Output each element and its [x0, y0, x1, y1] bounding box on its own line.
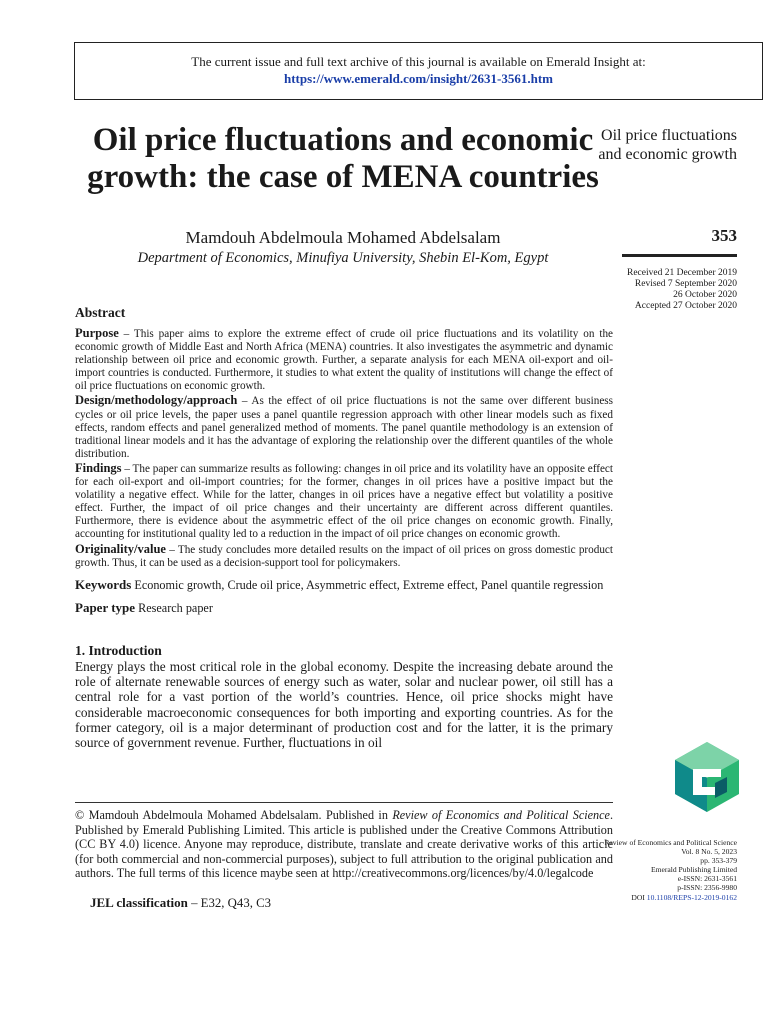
keywords-label: Keywords	[75, 576, 132, 592]
doi-link[interactable]: 10.1108/REPS-12-2019-0162	[646, 892, 737, 902]
abstract-purpose	[75, 327, 613, 393]
originality-text: – The study concludes more detailed results on the impact of oil prices on gross domestic product growth. Thus, it can be used as a decision-support tool for policymakers.	[75, 543, 613, 569]
footnote-rule	[75, 802, 613, 803]
originality-label: Originality/value	[75, 541, 166, 556]
abstract-findings	[75, 462, 613, 542]
journal-eissn: e-ISSN: 2631-3561	[677, 874, 737, 884]
paper-type-text: Research paper	[135, 600, 213, 615]
introduction-text: Energy plays the most critical role in the global economy. Despite the increasing debate around the role of alternate renewable sources of energy such as water, solar and nuclear power, oil still has a central role for a vast portion of the world’s countries. Hence, oil price shocks might have considerable macroeconomic consequences for both importing and exporting countries. As for the former category, oil is a major determinant of production cost and for the latter, it is the primary source of government revenue. Further, fluctuations in oil	[75, 658, 613, 751]
abstract-design	[75, 394, 613, 460]
findings-label: Findings	[75, 460, 122, 475]
design-text: – As the effect of oil price fluctuations is not the same over different business cycles or oil price levels, the paper uses a panel quantile regression approach with other linear models such as fixed effects, random effects and panel generalized method of moments. The panel quantile methodology is an extension of traditional linear models and it has the advantage of exploring the relationship over the different quantiles of the whole distribution.	[75, 395, 613, 460]
paper-type	[75, 600, 613, 616]
main-column	[75, 305, 613, 750]
author-affiliation: Department of Economics, Minufiya University, Shebin El-Kom, Egypt	[137, 250, 549, 266]
keywords	[75, 577, 613, 593]
accepted-date: Accepted 27 October 2020	[634, 301, 737, 311]
paper-type-label: Paper type	[75, 599, 136, 615]
running-title: Oil price fluctuations and economic growth	[598, 127, 737, 163]
article-dates	[597, 268, 737, 312]
purpose-label: Purpose	[75, 326, 119, 340]
article-title: Oil price fluctuations and economic growth: the case of MENA countries	[87, 122, 599, 195]
jel-label: JEL classification	[90, 895, 188, 910]
doi-label: DOI	[631, 892, 647, 902]
archive-notice-text: The current issue and full text archive of this journal is available on Emerald Insight at:	[191, 54, 646, 69]
author-name: Mamdouh Abdelmoula Mohamed Abdelsalam	[185, 228, 501, 247]
design-label: Design/methodology/approach	[75, 393, 238, 408]
keywords-text: Economic growth, Crude oil price, Asymmetric effect, Extreme effect, Panel quantile regression	[131, 577, 604, 592]
journal-pages: pp. 353-379	[700, 856, 737, 866]
journal-publisher: Emerald Publishing Limited	[650, 865, 737, 875]
jel-text: – E32, Q43, C3	[187, 896, 272, 910]
copyright-journal: Review of Economics and Political Science	[392, 808, 610, 822]
archive-link[interactable]: https://www.emerald.com/insight/2631-3561.htm	[283, 71, 554, 86]
introduction-heading: 1. Introduction	[75, 642, 162, 658]
journal-info	[602, 838, 737, 902]
abstract-originality	[75, 543, 613, 570]
journal-name: Review of Economics and Political Science	[604, 838, 737, 847]
jel-classification	[90, 895, 271, 911]
journal-doi	[602, 893, 737, 902]
findings-text: – The paper can summarize results as following: changes in oil price and its volatility have an opposite effect for each oil-export and oil-import countries; for the former, changes in oil prices have a positive impact but the volatility a negative effect. While for the latter, changes in oil prices have a negative effect but volatility a positive effect. Further, the impact of oil price changes and their uncertainty are different across different quantiles. Furthermore, there is evidence about the asymmetric effect of the oil price changes on economic growth. Finally, accounting for institutional quality led to a reduction in the impact of oil price changes on economic growth.	[75, 462, 613, 541]
journal-pissn: p-ISSN: 2356-9980	[677, 883, 737, 893]
revised-date-2: 26 October 2020	[673, 290, 737, 300]
archive-notice	[74, 42, 763, 100]
abstract-heading: Abstract	[75, 305, 126, 320]
sidebar-rule	[622, 254, 737, 257]
received-date: Received 21 December 2019	[627, 268, 737, 278]
emerald-logo-icon	[675, 742, 739, 812]
journal-volume: Vol. 8 No. 5, 2023	[681, 847, 737, 857]
purpose-text: – This paper aims to explore the extreme effect of crude oil price fluctuations and its volatility on the economic growth of Middle East and North Africa (MENA) countries. It also investigates the asymmetric and dynamic relationship between oil price and economic growth. Further, a separate analysis for each MENA oil-export and oil-import countries is conducted. Furthermore, it studies to what extent the quality of institutions will change the effect of oil price fluctuations on economic growth.	[75, 328, 613, 393]
copyright-part2: . Published by Emerald Publishing Limited. This article is published under the Creative Commons Attribution (CC BY 4.0) licence. Anyone may reproduce, distribute, translate and create derivative works of this article (for both commercial and non-commercial purposes), subject to full attribution to the original publication and authors. The full terms of this licence maybe seen at http://creativecommons.org/licences/by/4.0/legalcode	[75, 808, 614, 881]
revised-date: Revised 7 September 2020	[634, 279, 737, 289]
page-number: 353	[711, 226, 737, 245]
copyright-part1: © Mamdouh Abdelmoula Mohamed Abdelsalam. Published in	[75, 808, 393, 822]
copyright-notice	[75, 808, 613, 881]
